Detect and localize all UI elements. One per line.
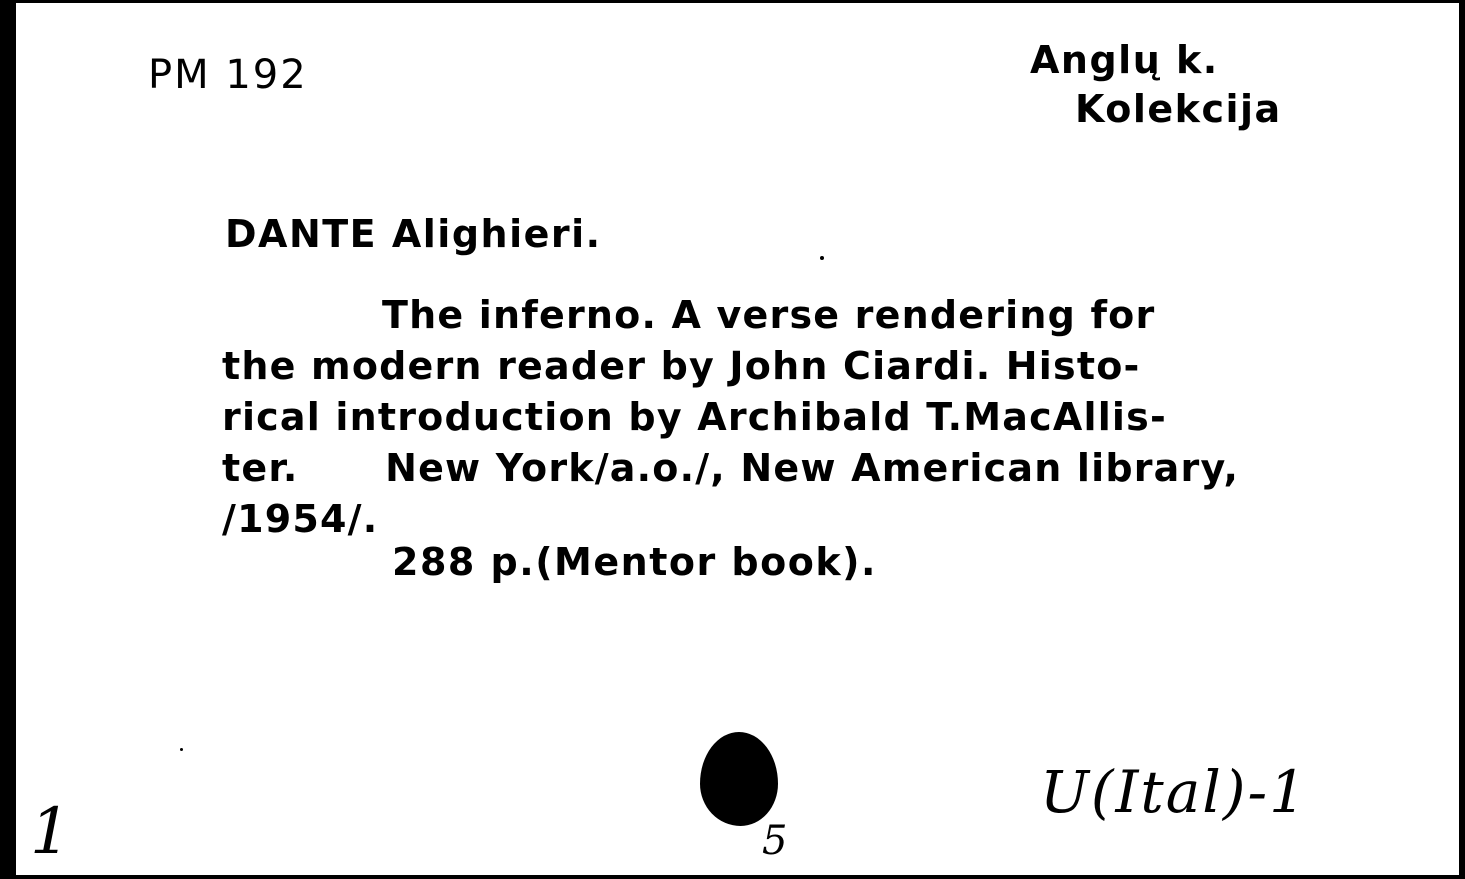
- handwritten-stack-mark: U(Ital)-1: [1040, 758, 1308, 826]
- language-label: Anglų k.: [1030, 38, 1219, 82]
- pencil-number: 5: [762, 818, 788, 864]
- call-number: PM 192: [148, 52, 308, 98]
- collection-label: Kolekcija: [1075, 87, 1282, 131]
- handwritten-copy-number: 1: [30, 795, 71, 869]
- card-edge-top: [0, 0, 1465, 3]
- punch-hole: [700, 732, 778, 826]
- description-line: ter. New York/a.o./, New American library,: [222, 446, 1240, 490]
- dust-speck: [820, 256, 824, 260]
- card-edge-left: [0, 0, 16, 879]
- card-edge-right: [1459, 0, 1465, 879]
- collation-note: 288 p.(Mentor book).: [392, 540, 877, 584]
- description-line: The inferno. A verse rendering for: [382, 293, 1156, 337]
- description-line: the modern reader by John Ciardi. Histo-: [222, 344, 1141, 388]
- dust-speck: [180, 748, 183, 751]
- description-line: /1954/.: [222, 497, 379, 541]
- author-heading: DANTE Alighieri.: [225, 212, 602, 256]
- bibliographic-description: [222, 290, 1432, 545]
- card-edge-bottom: [0, 875, 1465, 879]
- description-line: rical introduction by Archibald T.MacAllis-: [222, 395, 1167, 439]
